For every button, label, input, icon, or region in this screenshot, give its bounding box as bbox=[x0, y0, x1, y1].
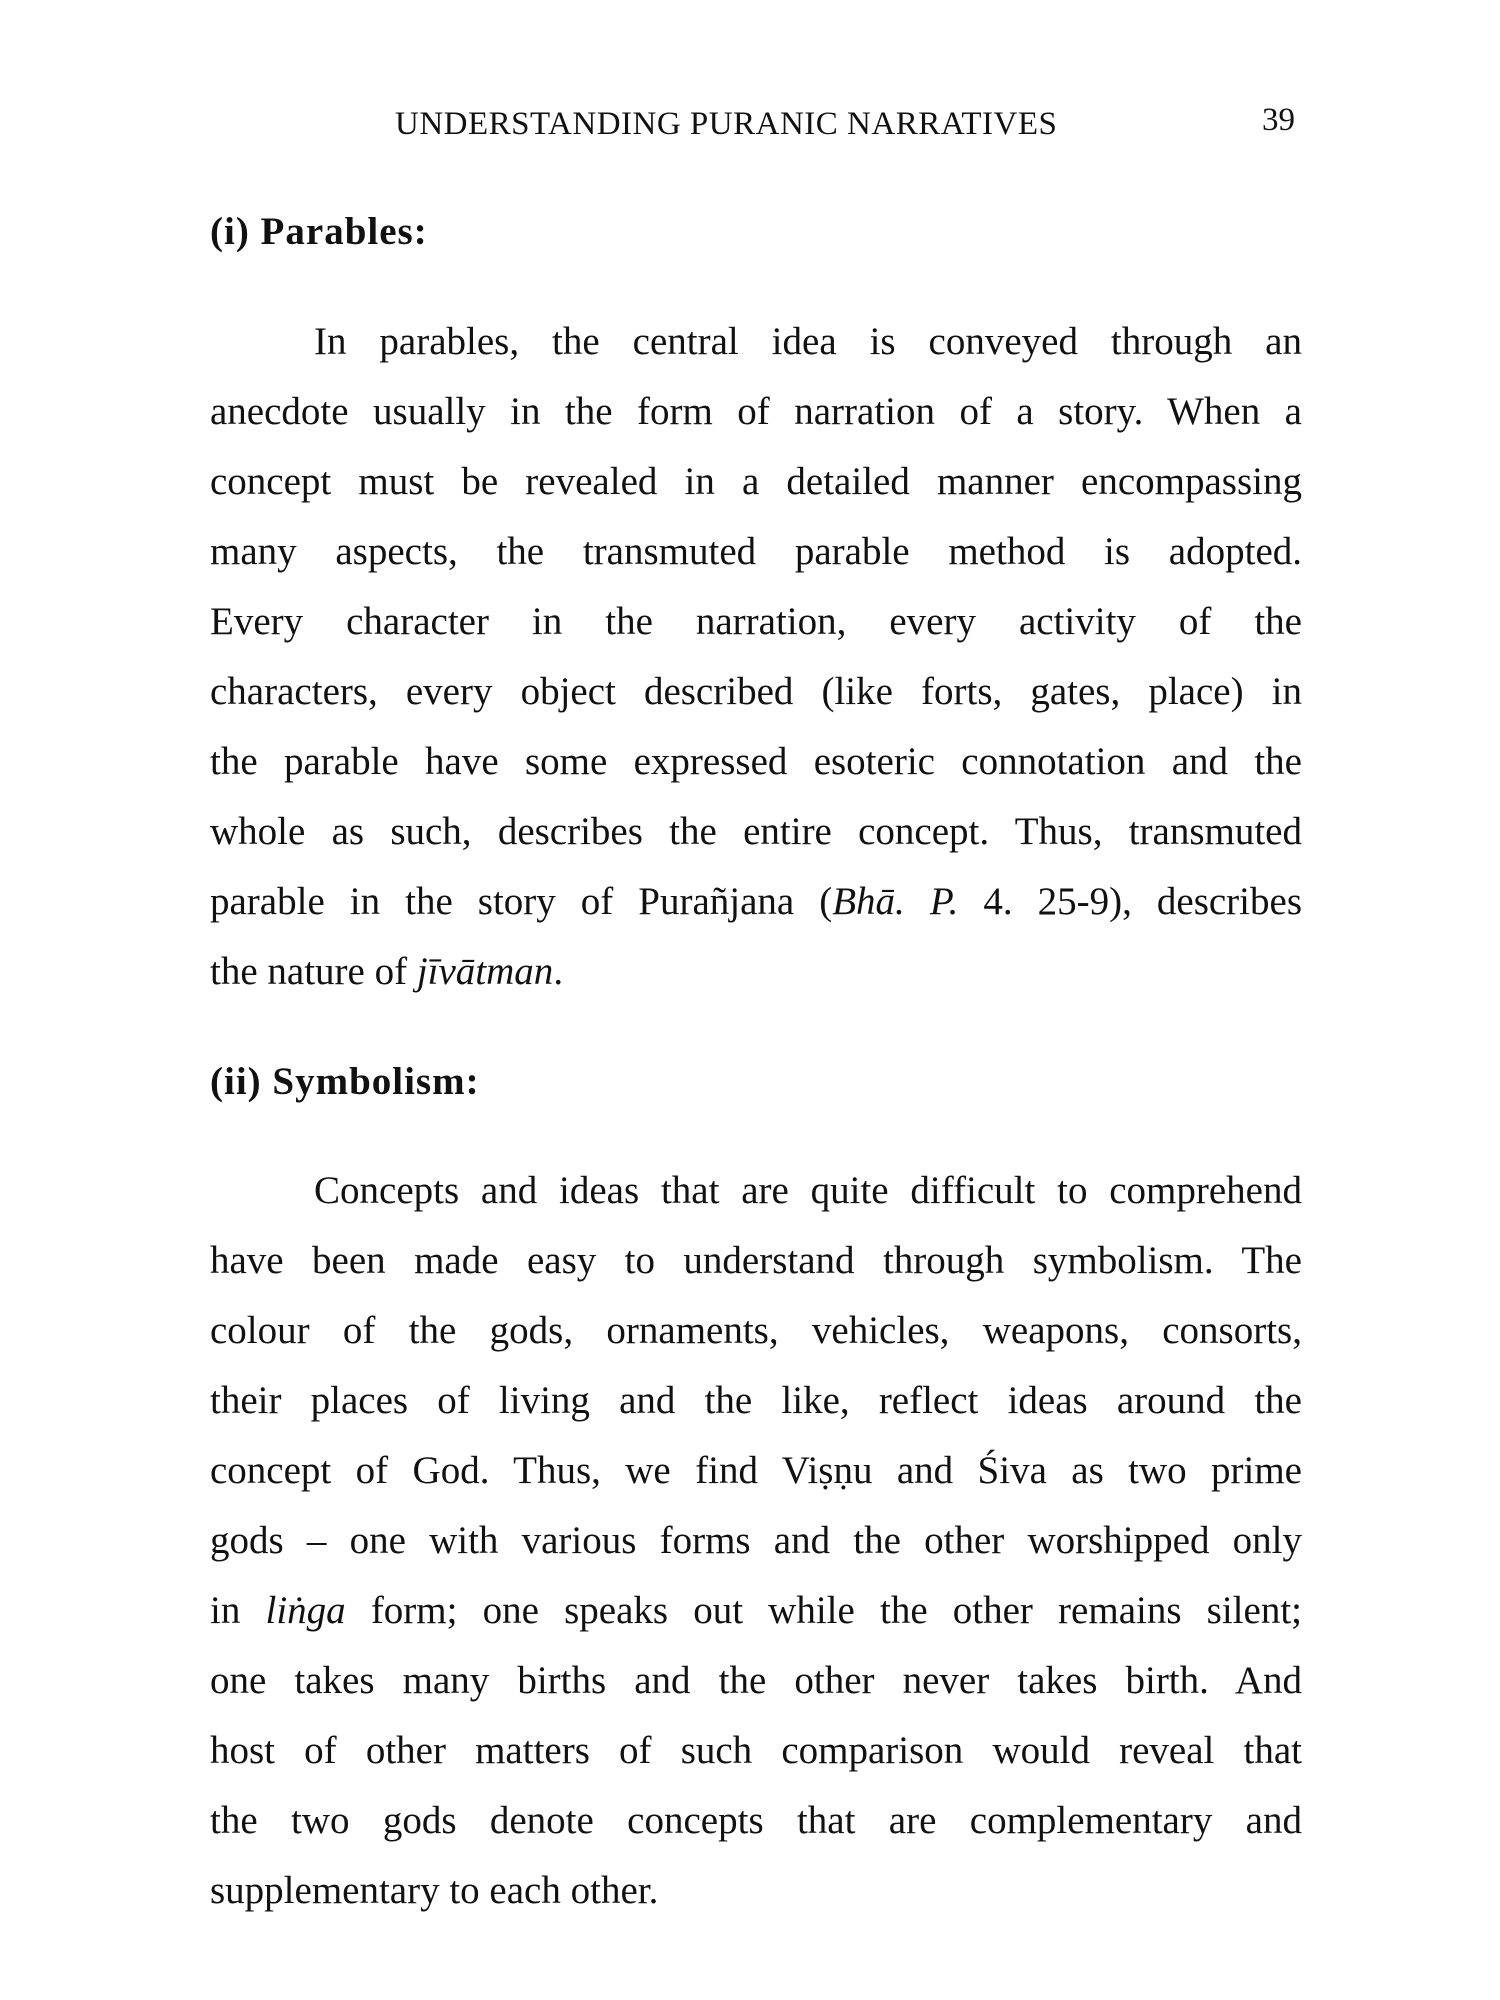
paragraph-line: characters, every object described (like forts, gates, place) in bbox=[210, 670, 1302, 713]
paragraph-line: In parables, the central idea is conveyed through an bbox=[314, 320, 1302, 363]
running-head: UNDERSTANDING PURANIC NARRATIVES bbox=[395, 106, 1058, 142]
section-heading-symbolism: (ii) Symbolism: bbox=[210, 1060, 480, 1103]
paragraph-symbolism bbox=[210, 1156, 1302, 1926]
paragraph-line: their places of living and the like, reflect ideas around the bbox=[210, 1379, 1302, 1422]
paragraph-line: whole as such, describes the entire concept. Thus, transmuted bbox=[210, 810, 1302, 853]
paragraph-line: colour of the gods, ornaments, vehicles, weapons, consorts, bbox=[210, 1309, 1302, 1352]
paragraph-line: host of other matters of such comparison would reveal that bbox=[210, 1729, 1302, 1772]
paragraph-line: Every character in the narration, every activity of the bbox=[210, 600, 1302, 643]
paragraph-line: Concepts and ideas that are quite difficult to comprehend bbox=[314, 1169, 1302, 1212]
paragraph-parables bbox=[210, 307, 1302, 1007]
section-heading-parables: (i) Parables: bbox=[210, 210, 428, 253]
paragraph-line: many aspects, the transmuted parable method is adopted. bbox=[210, 530, 1302, 573]
paragraph-line-last: supplementary to each other. bbox=[210, 1869, 659, 1912]
text-span: form; one speaks out while the other remains silent; bbox=[345, 1589, 1302, 1632]
paragraph-line: concept of God. Thus, we find Viṣṇu and Śiva as two prime bbox=[210, 1449, 1302, 1492]
term-italic: liṅga bbox=[265, 1589, 346, 1632]
text-span: parable in the story of Purañjana ( bbox=[210, 880, 833, 923]
paragraph-line: gods – one with various forms and the other worshipped only bbox=[210, 1519, 1302, 1562]
paragraph-line: the parable have some expressed esoteric connotation and the bbox=[210, 740, 1302, 783]
text-span: 4. 25-9), describes bbox=[958, 880, 1302, 923]
paragraph-line: the two gods denote concepts that are complementary and bbox=[210, 1799, 1302, 1842]
paragraph-line: concept must be revealed in a detailed manner encompassing bbox=[210, 460, 1302, 503]
paragraph-line-linga bbox=[210, 1576, 1302, 1646]
text-span: . bbox=[553, 950, 564, 993]
paragraph-line: have been made easy to understand through symbolism. The bbox=[210, 1239, 1302, 1282]
text-span: in bbox=[210, 1589, 266, 1632]
page-number: 39 bbox=[1262, 102, 1295, 138]
paragraph-line: anecdote usually in the form of narration of a story. When a bbox=[210, 390, 1302, 433]
paragraph-line-citation bbox=[210, 867, 1302, 937]
citation-italic: Bhā. P. bbox=[832, 880, 959, 923]
paragraph-line: one takes many births and the other never takes birth. And bbox=[210, 1659, 1302, 1702]
term-italic: jīvātman bbox=[416, 950, 554, 993]
paragraph-line-last bbox=[210, 937, 1302, 1007]
text-span: the nature of bbox=[210, 950, 417, 993]
